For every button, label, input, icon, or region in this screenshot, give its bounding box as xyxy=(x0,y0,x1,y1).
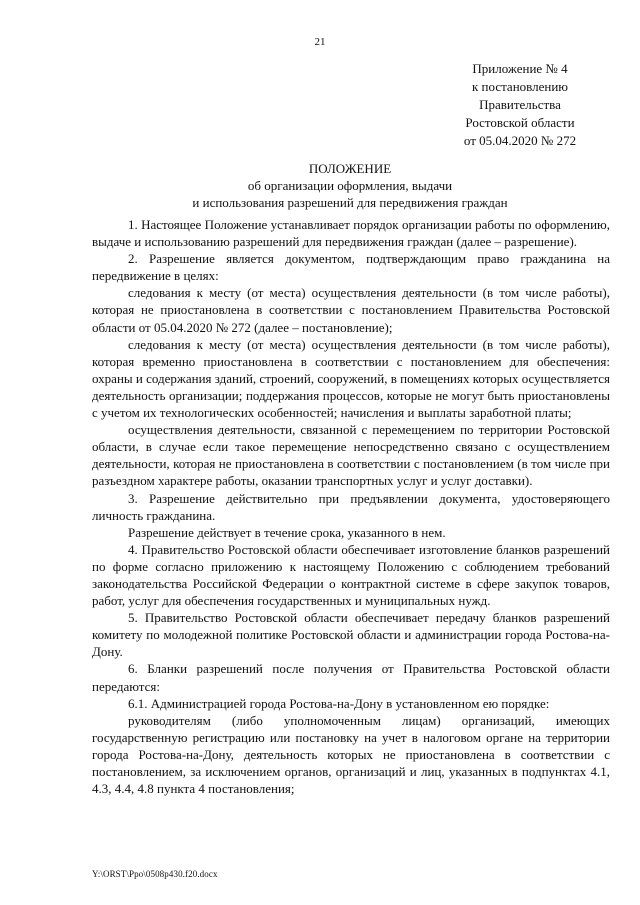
appendix-block xyxy=(430,60,610,150)
paragraph: 3. Разрешение действительно при предъявлении документа, удостоверяющего личность гражданина. xyxy=(92,490,610,523)
paragraph: следования к месту (от места) осуществления деятельности (в том числе работы), которая не приостановлена в соответствии с постановлением Правительства Ростовской области от 05.04.2020 № 272 (далее – постановление); xyxy=(92,285,610,335)
paragraph: 2. Разрешение является документом, подтверждающим право гражданина на передвижение в целях: xyxy=(92,251,610,284)
paragraph: осуществления деятельности, связанной с перемещением по территории Ростовской области, в случае если такое перемещение непосредственно связано с осуществлением деятельности, которая не приостановлена в соответствии с постановлением (в том числе при разъездном характере работы, оказании транспортных услуг и услуг доставки). xyxy=(92,422,610,489)
appendix-line: Правительства xyxy=(479,97,561,112)
page-number: 21 xyxy=(314,36,326,48)
paragraph: 5. Правительство Ростовской области обеспечивает передачу бланков разрешений комитету по молодежной политике Ростовской области и администрации города Ростова-на-Дону. xyxy=(92,610,610,660)
file-path-footer: Y:\ORST\Ppo\0508p430.f20.docx xyxy=(92,869,218,879)
paragraph: руководителям (либо уполномоченным лицам) организаций, имеющих государственную регистрацию или постановку на учет в налоговом органе на территории города Ростова-на-Дону, деятельность которых не приостановлена в соответствии с постановлением, за исключением органов, организаций и лиц, указанных в подпунктах 4.1, 4.3, 4.4, 4.8 пункта 4 постановления; xyxy=(92,712,610,797)
appendix-line: Ростовской области xyxy=(465,115,575,130)
document-body xyxy=(92,216,610,797)
paragraph: Разрешение действует в течение срока, указанного в нем. xyxy=(128,524,446,540)
appendix-line: Приложение № 4 xyxy=(472,61,568,76)
paragraph: следования к месту (от места) осуществления деятельности (в том числе работы), которая временно приостановлена в соответствии с постановлением для обеспечения: охраны и содержания зданий, строений, сооружений, в помещениях которых осуществляется деятельность организации; поддержания процессов, которые не могут быть приостановлены с учетом их технологических особенностей; начисления и выплаты заработной платы; xyxy=(92,336,610,421)
document-title: ПОЛОЖЕНИЕ xyxy=(308,161,392,176)
appendix-line: от 05.04.2020 № 272 xyxy=(463,133,577,148)
paragraph: 1. Настоящее Положение устанавливает порядок организации работы по оформлению, выдаче и использованию разрешений для передвижения граждан (далее – разрешение). xyxy=(92,217,610,250)
document-subtitle: об организации оформления, выдачи xyxy=(247,178,453,193)
paragraph: 6.1. Администрацией города Ростова-на-Дону в установленном ею порядке: xyxy=(128,695,550,711)
appendix-line: к постановлению xyxy=(471,79,569,94)
document-heading xyxy=(0,160,640,211)
paragraph: 4. Правительство Ростовской области обеспечивает изготовление бланков разрешений по форме согласно приложению к настоящему Положению с соблюдением требований законодательства Российской Федерации о контрактной системе в сфере закупок товаров, работ, услуг для обеспечения государственных и муниципальных нужд. xyxy=(92,541,610,609)
paragraph: 6. Бланки разрешений после получения от Правительства Ростовской области передаются: xyxy=(92,661,610,694)
document-subtitle: и использования разрешений для передвижения граждан xyxy=(192,195,508,210)
